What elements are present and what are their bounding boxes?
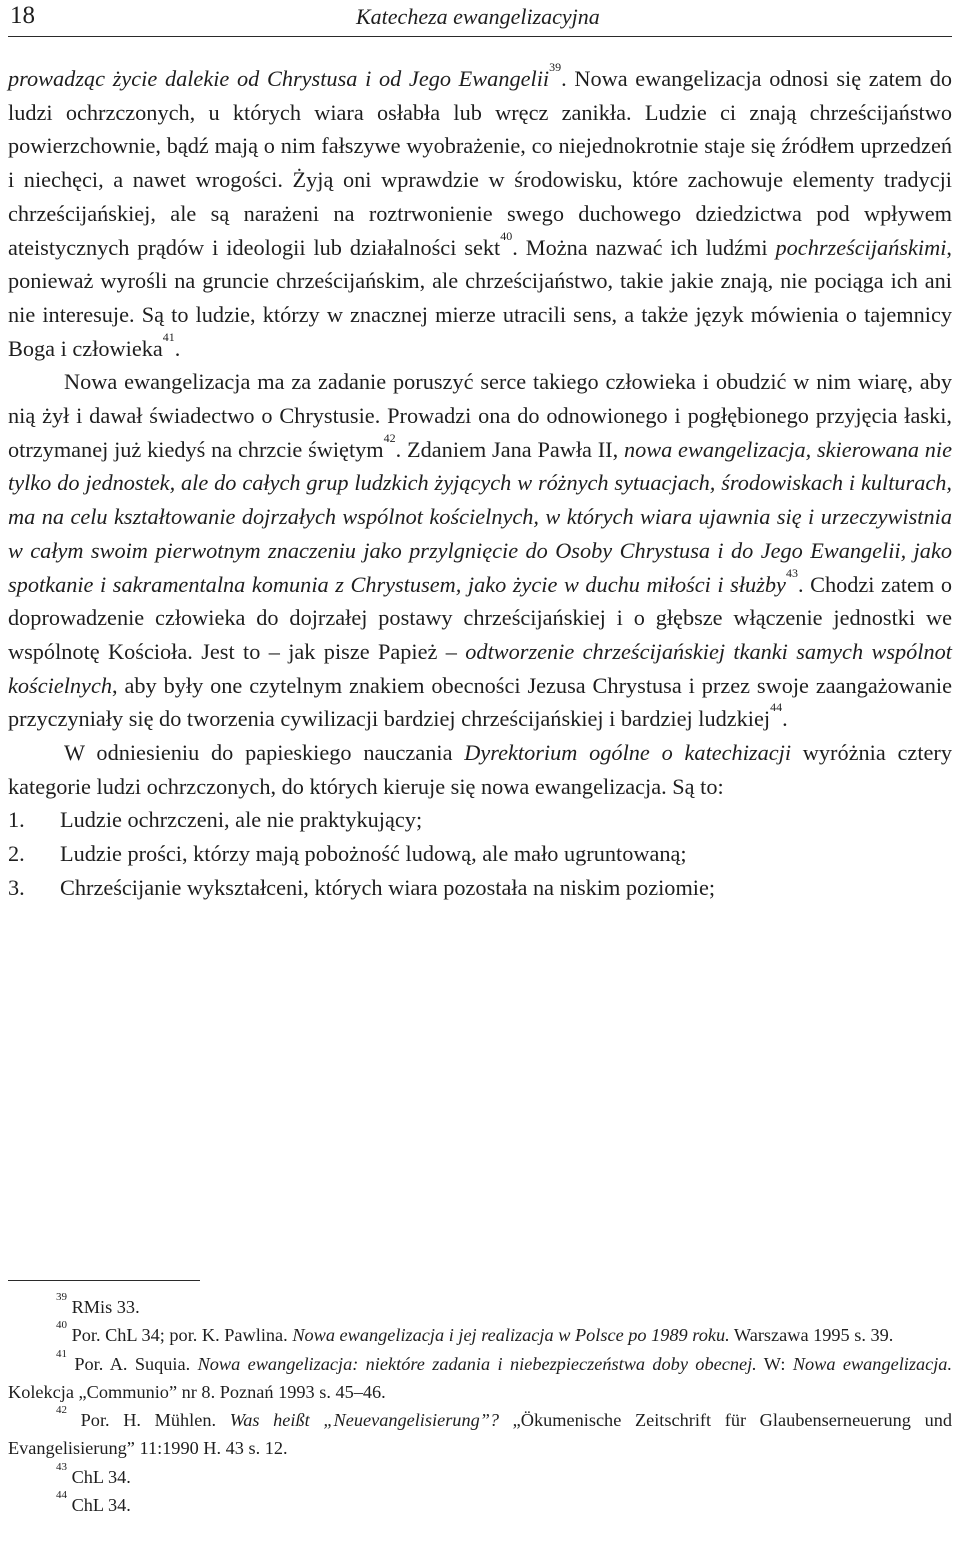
list-text: Chrześcijanie wykształceni, których wiara pozostała na niskim poziomie; <box>60 874 716 900</box>
category-list <box>8 803 952 904</box>
text: , aby były one czytelnym znakiem obecności Jezusa Chrystusa i przez swoje zaangażowanie przyczyniały się do tworzenia cywilizacji bardziej chrześcijańskiej i bardziej ludzkiej <box>8 672 952 732</box>
text: . <box>174 335 181 361</box>
list-item <box>8 837 952 871</box>
footnote-ref: 41 <box>162 329 175 344</box>
footnote-text: Por. A. Suquia. <box>67 1353 198 1374</box>
paragraph <box>8 736 952 803</box>
footnote-ref: 43 <box>785 565 798 580</box>
footnote <box>8 1347 953 1407</box>
footnote-ref: 44 <box>770 700 783 715</box>
main-text <box>8 62 952 905</box>
footnote-number: 41 <box>56 1347 67 1360</box>
text: . Nowa ewangelizacja odnosi się zatem do ludzi ochrzczonych, u których wiara osłabła lub wręcz zanikła. Ludzie ci znają chrześcijaństwo powierzchownie, bądź mają o nim fałszywe wyobrażenie, co niejednokrotnie staje się źródłem uprzedzeń i niechęci, a nawet wrogości. Żyją oni wprawdzie w środowisku, które zachowuje elementy tradycji chrześcijańskiej, ale są narażeni na roztrwonienie swego duchowego dziedzictwa pod wpływem ateistycznych prądów i ideologii lub działalności sekt <box>8 66 952 260</box>
footnote <box>8 1491 952 1519</box>
footnotes <box>8 1293 952 1519</box>
text: Nowa ewangelizacja ma za zadanie poruszyć serce takiego człowieka i obudzić w nim wiarę, aby nią żył i dawał świadectwo o Chrystusie. Prowadzi ona do odnowionego i pogłębionego przyjęcia łaski, otrzymanej już kiedyś na chrzcie świętym <box>8 369 952 462</box>
footnote-ref: 39 <box>549 60 562 74</box>
italic-text: pochrześcijańskimi <box>775 234 947 260</box>
paragraph <box>8 365 952 736</box>
text: , ponieważ wyrośli na gruncie chrześcijańskim, ale chrześcijaństwo, takie jakie znają, nie pociąga ich ani nie interesuje. Są to ludzie, którzy w znacznej mierze utracili sens, a także język mówienia o tajemnicy Boga i człowieka <box>8 234 952 361</box>
italic-title: Dyrektorium ogólne o katechizacji <box>464 740 792 766</box>
footnote-separator <box>8 1280 200 1281</box>
footnote-text: Por. H. Mühlen. <box>67 1410 230 1431</box>
footnote-number: 42 <box>56 1404 67 1417</box>
text: . Można nazwać ich ludźmi <box>512 234 776 260</box>
footnote-number: 43 <box>56 1460 67 1473</box>
list-item <box>8 803 952 837</box>
page-number: 18 <box>10 2 35 29</box>
italic-quote: odtworzenie chrześcijańskiej tkanki samych wspólnot kościelnych <box>8 638 952 698</box>
footnote-text: „Ökumenische Zeitschrift für Glaubenserneuerung und Evangelisierung” 11:1990 H. 43 s. 12. <box>8 1410 952 1459</box>
text: wyróżnia cztery kategorie ludzi ochrzczonych, do których kieruje się nowa ewangelizacja. Są to: <box>8 740 952 799</box>
footnote-text: Warszawa 1995 s. 39. <box>729 1325 894 1346</box>
text: . Chodzi zatem o doprowadzenie człowieka do dojrzałej postawy chrześcijańskiej i o głębsze włączenie jednostki we wspólnotę Kościoła. Jest to – jak pisze Papież – <box>8 571 952 664</box>
list-text: Ludzie prości, którzy mają pobożność ludową, ale mało ugruntowaną; <box>60 841 687 867</box>
text: . <box>782 706 788 732</box>
footnote-title: Was heißt „Neuevangelisierung”? <box>229 1410 500 1431</box>
footnote-title: Nowa ewangelizacja. <box>792 1353 953 1374</box>
italic-quote: nowa ewangelizacja, skierowana nie tylko do jednostek, ale do całych grup ludzkich żyjących w różnych sytuacjach, środowiskach i kulturach, ma na celu kształtowanie dojrzałych wspólnot kościelnych, w których wiara ujawnia się i urzeczywistnia w całym swoim pierwotnym znaczeniu jako przylgnięcie do Osoby Chrystusa i do Jego Ewangelii, jako spotkanie i sakramentalna komunia z Chrystusem, jako życie w duchu miłości i służby <box>8 436 952 597</box>
text: W odniesieniu do papieskiego nauczania <box>64 740 465 766</box>
footnote-text: RMis 33. <box>67 1297 140 1317</box>
italic-text: prowadząc życie dalekie od Chrystusa i od Jego Ewangelii <box>8 66 550 91</box>
running-title: Katecheza ewangelizacyjna <box>356 4 600 29</box>
footnote-number: 44 <box>56 1489 67 1502</box>
footnote-title: Nowa ewangelizacja i jej realizacja w Polsce po 1989 roku. <box>292 1325 730 1346</box>
footnote-ref: 42 <box>383 430 396 445</box>
footnote <box>8 1293 952 1321</box>
footnote <box>8 1321 952 1349</box>
list-text: Ludzie ochrzczeni, ale nie praktykujący; <box>60 807 423 833</box>
footnote-ref: 40 <box>500 228 513 243</box>
footnote-text: Kolekcja „Communio” nr 8. Poznań 1993 s. 45–46. <box>8 1381 386 1402</box>
footnote-number: 39 <box>56 1291 67 1303</box>
list-number: 3. <box>8 874 25 900</box>
footnote-text: ChL 34. <box>67 1466 131 1487</box>
text: . Zdaniem Jana Pawła II, <box>395 436 624 462</box>
list-number: 1. <box>8 807 25 833</box>
list-number: 2. <box>8 841 25 867</box>
footnote-number: 40 <box>56 1319 67 1332</box>
footnote-text: ChL 34. <box>67 1495 131 1516</box>
footnote-title: Nowa ewangelizacja: niektóre zadania i niebezpieczeństwa doby obecnej. <box>197 1353 757 1374</box>
list-item <box>8 871 952 905</box>
page-header <box>8 0 952 37</box>
paragraph <box>8 62 952 365</box>
footnote <box>8 1406 952 1463</box>
footnote-text: Por. ChL 34; por. K. Pawlina. <box>67 1325 293 1346</box>
footnote-text: W: <box>756 1353 793 1374</box>
footnote <box>8 1460 952 1491</box>
